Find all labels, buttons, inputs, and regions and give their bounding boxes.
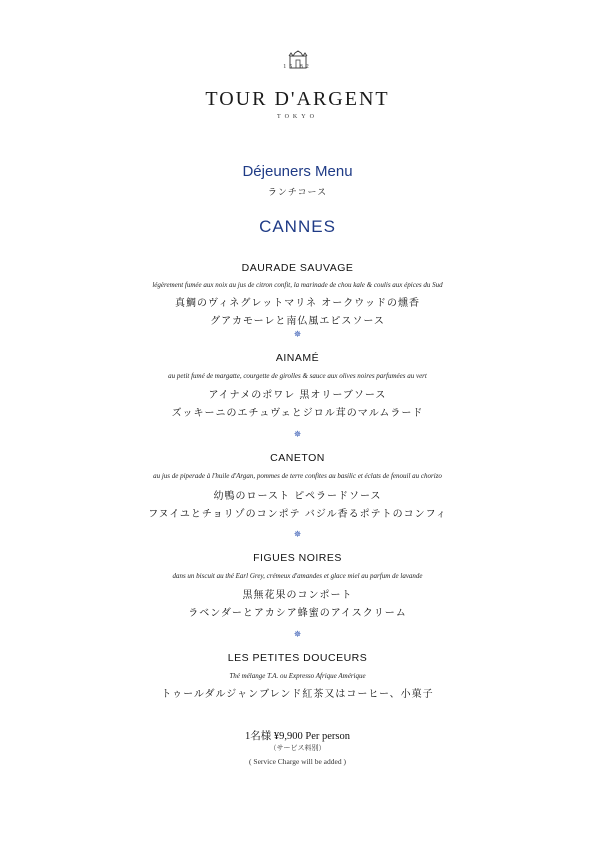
dish-name: FIGUES NOIRES — [253, 552, 342, 564]
separator-star-icon: ✵ — [293, 630, 302, 640]
separator-star-icon: ✵ — [293, 530, 302, 540]
dish-description-jp: 幼鴨のロースト ピペラードソース — [213, 491, 382, 502]
dish-description-jp: グアカモーレと南仏風エピスソース — [210, 316, 385, 327]
dish-description-jp: 真鯛のヴィネグレットマリネ オークウッドの燻香 — [174, 298, 421, 309]
dish-description-jp: トゥールダルジャンブレンド紅茶又はコーヒー、小菓子 — [161, 689, 434, 700]
service-charge-jp: （サービス料別） — [269, 744, 326, 752]
course-title: CANNES — [259, 217, 336, 236]
dish-description-fr: légèrement fumée aux noix au jus de citron confit, la marinade de chou kale & coulis aux épices du Sud — [152, 281, 443, 289]
dish-description-jp: 黒無花果のコンポート — [242, 590, 353, 601]
dish-name: CANETON — [270, 452, 325, 464]
brand-name: TOUR D'ARGENT — [205, 88, 390, 110]
dish-description-jp: アイナメのポワレ 黒オリーブソース — [208, 390, 387, 401]
dish-description-jp: ズッキーニのエチュヴェとジロル茸のマルムラード — [171, 408, 424, 419]
dish-description-fr: au jus de piperade à l'huile d'Argan, pommes de terre confites au basilic et éclats de fenouil au chorizo — [153, 472, 442, 480]
price: 1名様 ¥9,900 Per person — [245, 731, 350, 742]
menu-title: Déjeuners Menu — [242, 163, 353, 180]
dish-name: LES PETITES DOUCEURS — [227, 652, 368, 664]
dish-description-fr: dans un biscuit au thé Earl Grey, crémeux d'amandes et glace miel au parfum de lavande — [172, 572, 423, 580]
dish-description-fr: Thé mélange T.A. ou Expresso Afrique Amérique — [229, 672, 366, 680]
dish-name: AINAMÉ — [275, 352, 320, 364]
separator-star-icon: ✵ — [293, 430, 302, 440]
separator-star-icon: ✵ — [293, 330, 302, 340]
service-charge-en: ( Service Charge will be added ) — [249, 757, 346, 766]
founding-year: 15 82 — [283, 64, 312, 70]
brand-city: TOKYO — [277, 114, 318, 120]
dish-description-jp: ラベンダーとアカシア蜂蜜のアイスクリーム — [188, 608, 407, 619]
dish-name: DAURADE SAUVAGE — [241, 262, 354, 274]
dish-description-fr: au petit fumé de margatte, courgette de girolles & sauce aux olives noires parfumées au vert — [168, 372, 427, 380]
menu-subtitle: ランチコース — [267, 188, 328, 198]
dish-description-jp: フヌイユとチョリゾのコンポテ バジル香るポテトのコンフィ — [148, 509, 447, 520]
